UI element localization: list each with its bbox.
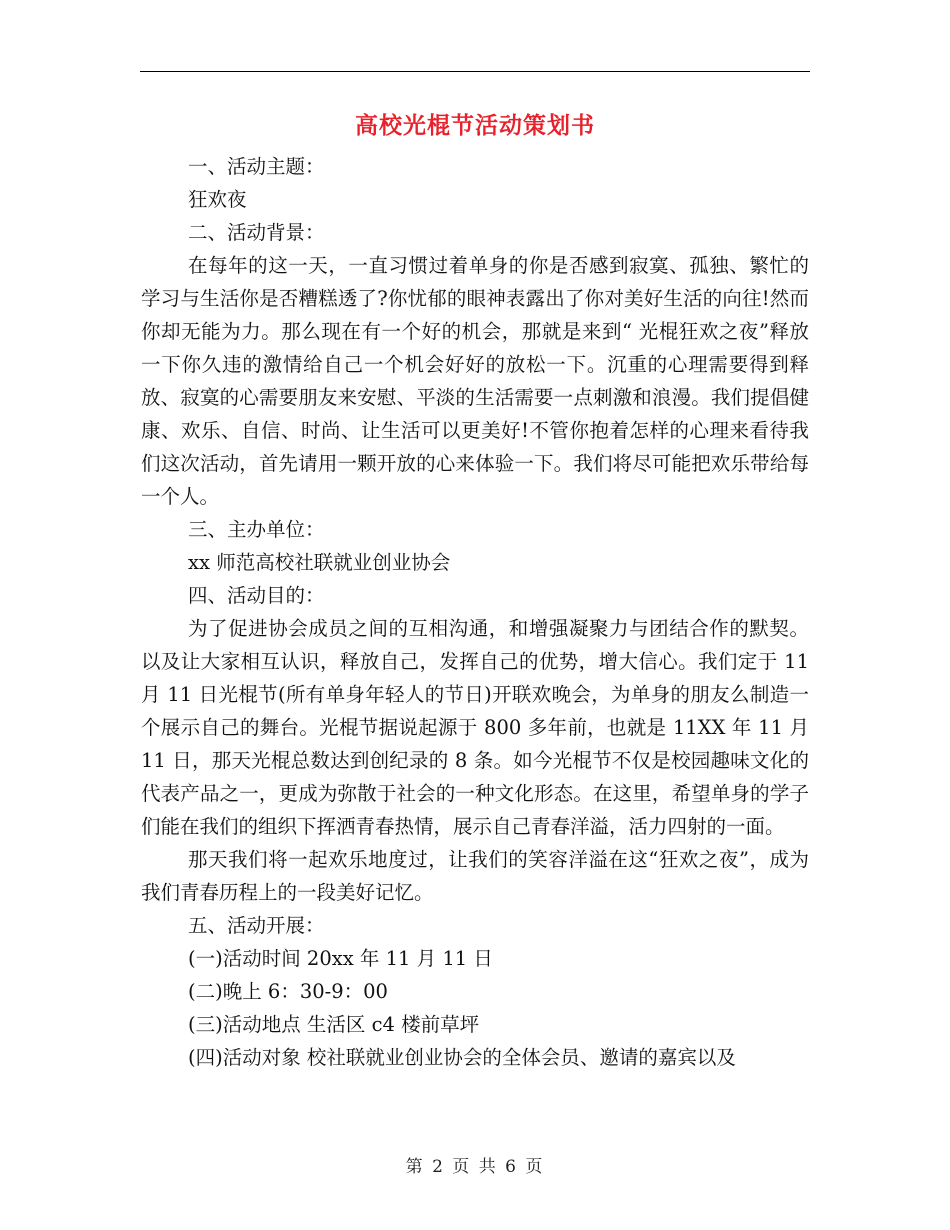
list-item-evening: (二)晚上 6：30-9：00 — [188, 980, 388, 1003]
section-paragraph-background: 在每年的这一天，一直习惯过着单身的你是否感到寂寞、孤独、繁忙的学习与生活你是否糟糕透了?你忧郁的眼神表露出了你对美好生活的向往!然而你却无能为力。那么现在有一个好的机会，那就是来到“ 光棍狂欢之夜”释放一下你久违的激情给自己一个机会好好的放松一下。沉重的心理需要得到释放、寂寞的心需要朋友来安慰、平淡的生活需要一点刺激和浪漫。我们提倡健康、欢乐、自信、时尚、让生活可以更美好!不管你抱着怎样的心理来看待我们这次活动，首先请用一颗开放的心来体验一下。我们将尽可能把欢乐带给每一个人。 — [141, 254, 809, 508]
section-heading-background: 二、活动背景： — [188, 221, 325, 244]
document-title: 高校光棍节活动策划书 — [355, 112, 595, 139]
section-heading-activities: 五、活动开展： — [188, 914, 325, 937]
page-footer: 第 2 页 共 6 页 — [405, 1157, 545, 1177]
header-rule — [140, 71, 810, 72]
section-body-theme: 狂欢夜 — [188, 188, 247, 211]
section-body-organizer: xx 师范高校社联就业创业协会 — [188, 551, 451, 574]
section-paragraph-purpose-closing: 那天我们将一起欢乐地度过，让我们的笑容洋溢在这“狂欢之夜”，成为我们青春历程上的一段美好记忆。 — [141, 848, 809, 904]
section-heading-theme: 一、活动主题： — [188, 155, 325, 178]
list-item-time: (一)活动时间 20xx 年 11 月 11 日 — [188, 947, 493, 970]
section-heading-organizer: 三、主办单位： — [188, 518, 325, 541]
section-heading-purpose: 四、活动目的： — [188, 584, 325, 607]
section-paragraph-purpose: 为了促进协会成员之间的互相沟通，和增强凝聚力与团结合作的默契。以及让大家相互认识，释放自己，发挥自己的优势，增大信心。我们定于 11 月 11 日光棍节(所有单身年轻人的节日)开联欢晚会，为单身的朋友么制造一个展示自己的舞台。光棍节据说起源于 800 多年前，也就是 11XX 年 11 月 11 日，那天光棍总数达到创纪录的 8 条。如今光棍节不仅是校园趣味文化的代表产品之一，更成为弥散于社会的一种文化形态。在这里，希望单身的学子们能在我们的组织下挥洒青春热情，展示自己青春洋溢，活力四射的一面。 — [141, 617, 809, 838]
document-body — [141, 150, 809, 1074]
list-item-audience: (四)活动对象 校社联就业创业协会的全体会员、邀请的嘉宾以及 — [188, 1046, 736, 1069]
list-item-location: (三)活动地点 生活区 c4 楼前草坪 — [188, 1013, 480, 1036]
